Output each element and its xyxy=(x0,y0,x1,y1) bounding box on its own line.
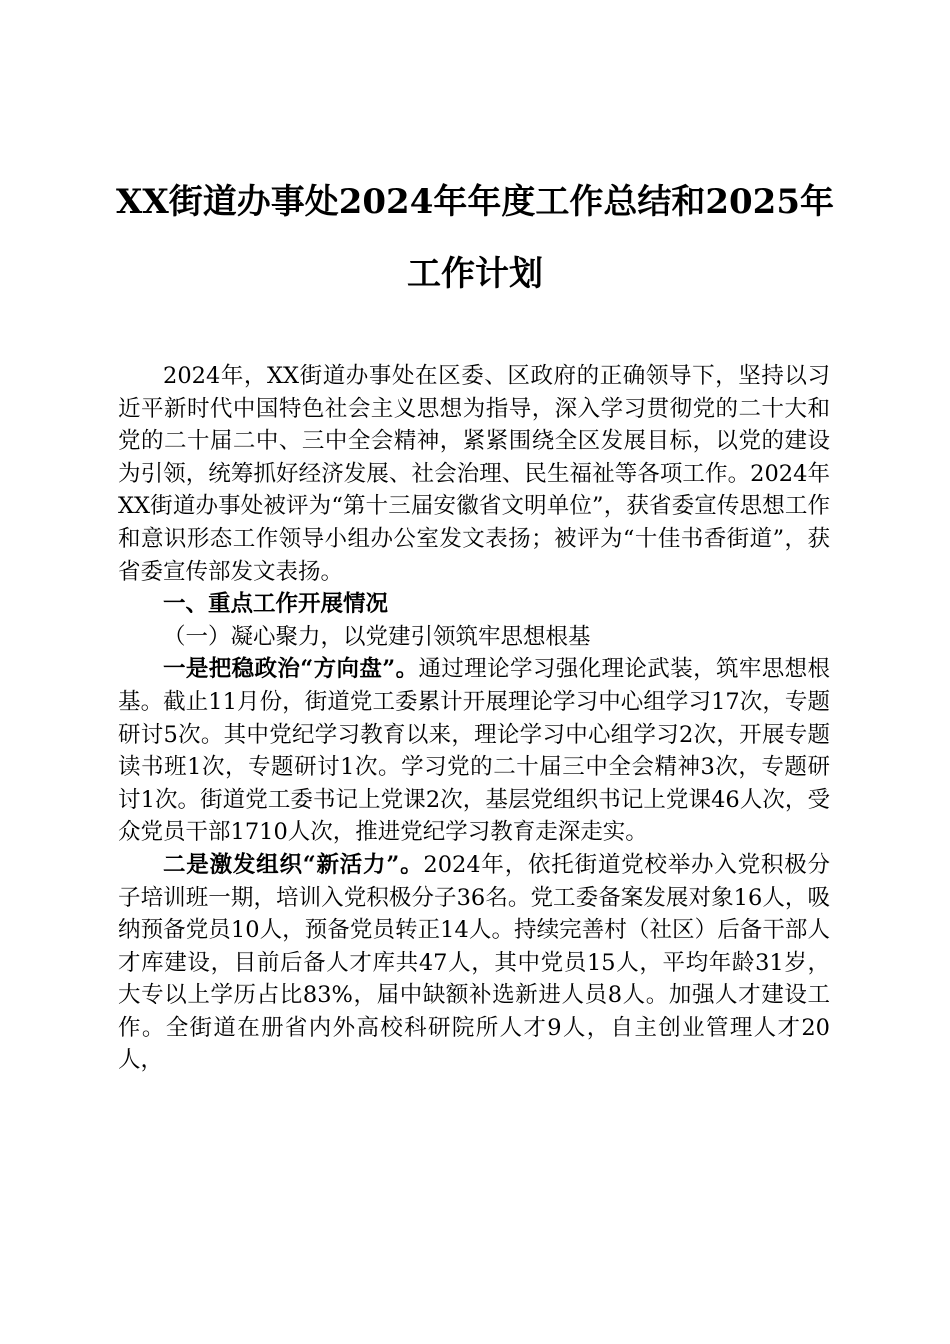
intro-paragraph: 2024年，XX街道办事处在区委、区政府的正确领导下，坚持以习近平新时代中国特色社会主义思想为指导，深入学习贯彻党的二十大和党的二十届二中、三中全会精神，紧紧围绕全区发展目标，以党的建设为引领，统筹抓好经济发展、社会治理、民生福祉等各项工作。2024年XX街道办事处被评为“第十三届安徽省文明单位”，获省委宣传思想工作和意识形态工作领导小组办公室发文表扬；被评为“十佳书香街道”，获省委宣传部发文表扬。 xyxy=(118,363,830,585)
subsection-heading: （一）凝心聚力，以党建引领筑牢思想根基 xyxy=(163,623,591,650)
document-body xyxy=(118,360,830,1077)
document-title: XX街道办事处2024年年度工作总结和2025年工作计划 xyxy=(115,182,835,294)
paragraph-text: 通过理论学习强化理论武装，筑牢思想根基。截止11月份，街道党工委累计开展理论学习中心组学习17次，专题研讨5次。其中党纪学习教育以来，理论学习中心组学习2次，开展专题读书班1次，专题研讨1次。学习党的二十届三中全会精神3次，专题研讨1次。街道党工委书记上党课2次，基层党组织书记上党课46人次，受众党员干部1710人次，推进党纪学习教育走深走实。 xyxy=(118,656,830,846)
section-heading: 一、重点工作开展情况 xyxy=(163,591,389,618)
paragraph-lead: 一是把稳政治“方向盘”。 xyxy=(163,656,419,683)
paragraph-lead: 二是激发组织“新活力”。 xyxy=(163,851,424,878)
body-paragraph-1 xyxy=(118,653,830,849)
body-paragraph-2 xyxy=(118,849,830,1077)
paragraph-text: 2024年，依托街道党校举办入党积极分子培训班一期，培训入党积极分子36名。党工委备案发展对象16人，吸纳预备党员10人，预备党员转正14人。持续完善村（社区）后备干部人才库建设，目前后备人才库共47人，其中党员15人，平均年龄31岁，大专以上学历占比83%，届中缺额补选新进人员8人。加强人才建设工作。全街道在册省内外高校科研院所人才9人，自主创业管理人才20人， xyxy=(118,851,830,1074)
